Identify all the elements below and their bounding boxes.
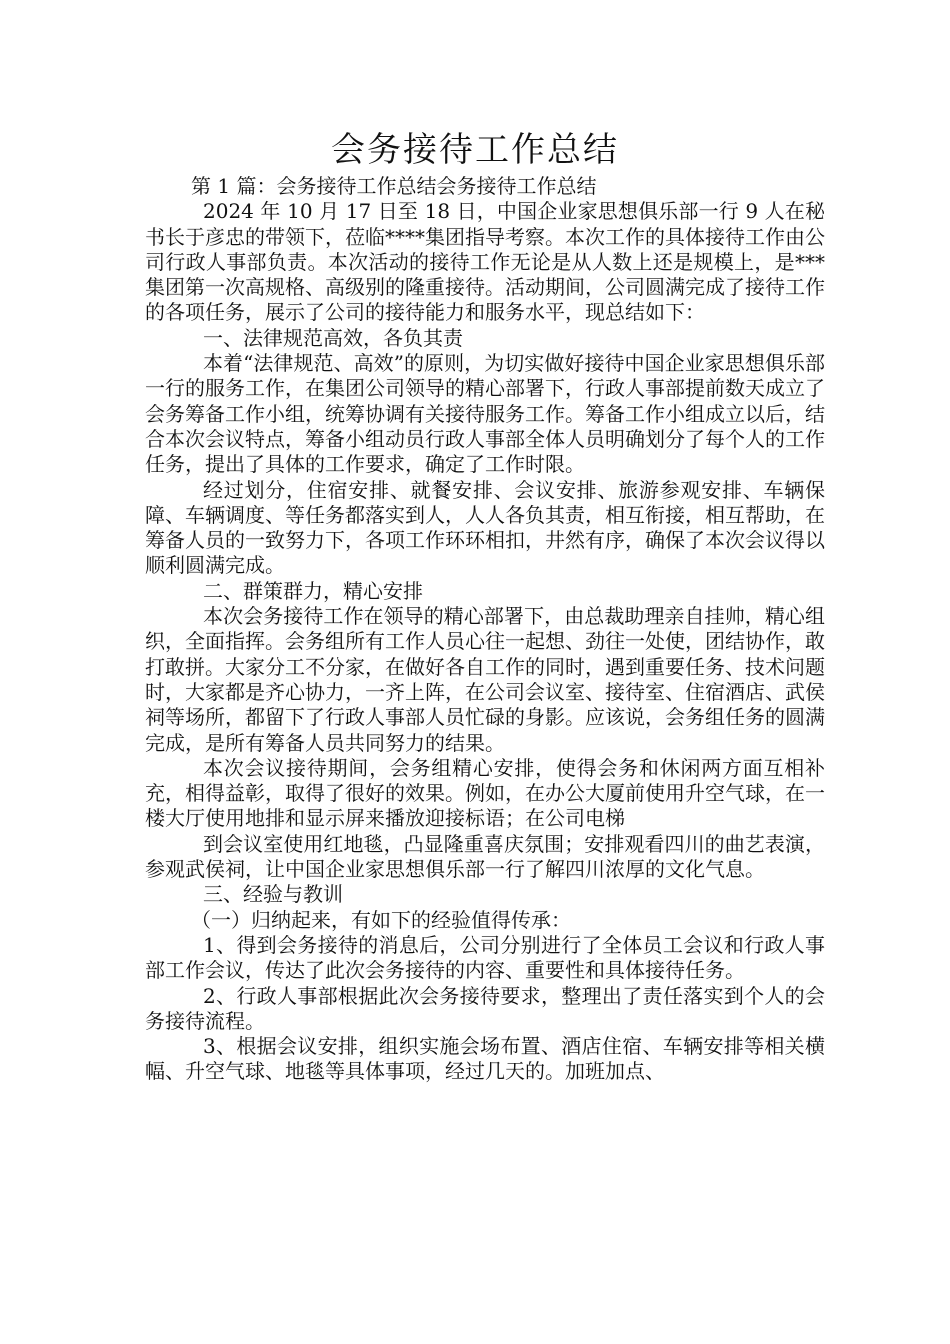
section-heading: 三、经验与教训 — [203, 882, 343, 907]
paragraph: 到会议室使用红地毯，凸显隆重喜庆氛围；安排观看四川的曲艺表演，参观武侯祠，让中国企业家思想俱乐部一行了解四川浓厚的文化气息。 — [145, 831, 825, 882]
section-heading: 二、群策群力，精心安排 — [203, 578, 423, 603]
list-item: 2、行政人事部根据此次会务接待要求，整理出了责任落实到个人的会务接待流程。 — [145, 983, 825, 1033]
list-item: 1、得到会务接待的消息后，公司分别进行了全体员工会议和行政人事部工作会议，传达了此次会务接待的内容、重要性和具体接待任务。 — [145, 932, 825, 983]
paragraph: 本次会议接待期间，会务组精心安排，使得会务和休闲两方面互相补充，相得益彰，取得了很好的效果。例如，在办公大厦前使用升空气球，在一楼大厅使用地排和显示屏来播放迎接标语；在公司电梯 — [145, 755, 825, 831]
paragraph: 经过划分，住宿安排、就餐安排、会议安排、旅游参观安排、车辆保障、车辆调度、等任务都落实到人，人人各负其责，相互衔接，相互帮助，在筹备人员的一致努力下，各项工作环环相扣，井然有序，确保了本次会议得以顺利圆满完成。 — [145, 477, 825, 578]
document-body — [145, 174, 825, 1085]
document-title: 会务接待工作总结 — [331, 130, 619, 170]
paragraph: 本次会务接待工作在领导的精心部署下，由总裁助理亲自挂帅，精心组织，全面指挥。会务组所有工作人员心往一起想、劲往一处使，团结协作，敢打敢拼。大家分工不分家，在做好各自工作的同时，遇到重要任务、技术问题时，大家都是齐心协力，一齐上阵，在公司会议室、接待室、住宿酒店、武侯祠等场所，都留下了行政人事部人员忙碌的身影。应该说，会务组任务的圆满完成，是所有筹备人员共同努力的结果。 — [145, 604, 825, 755]
section-heading: 一、法律规范高效，各负其责 — [203, 325, 463, 350]
list-item: 3、根据会议安排，组织实施会场布置、酒店住宿、车辆安排等相关横幅、升空气球、地毯等具体事项，经过几天的。加班加点、 — [145, 1034, 825, 1084]
subsection-heading: （一）归纳起来，有如下的经验值得传承： — [191, 907, 571, 932]
section-heading: 第 1 篇：会务接待工作总结会务接待工作总结 — [191, 174, 597, 198]
paragraph: 本着“法律规范、高效”的原则，为切实做好接待中国企业家思想俱乐部一行的服务工作，在集团公司领导的精心部署下，行政人事部提前数天成立了会务筹备工作小组，统筹协调有关接待服务工作。筹备工作小组成立以后，结合本次会议特点，筹备小组动员行政人事部全体人员明确划分了每个人的工作任务，提出了具体的工作要求，确定了工作时限。 — [145, 351, 825, 477]
paragraph: 2024 年 10 月 17 日至 18 日，中国企业家思想俱乐部一行 9 人在秘书长于彦忠的带领下，莅临****集团指导考察。本次工作的具体接待工作由公司行政人事部负责。本次活动的接待工作无论是从人数上还是规模上，是***集团第一次高规格、高级别的隆重接待。活动期间，公司圆满完成了接待工作的各项任务，展示了公司的接待能力和服务水平，现总结如下： — [145, 199, 825, 325]
